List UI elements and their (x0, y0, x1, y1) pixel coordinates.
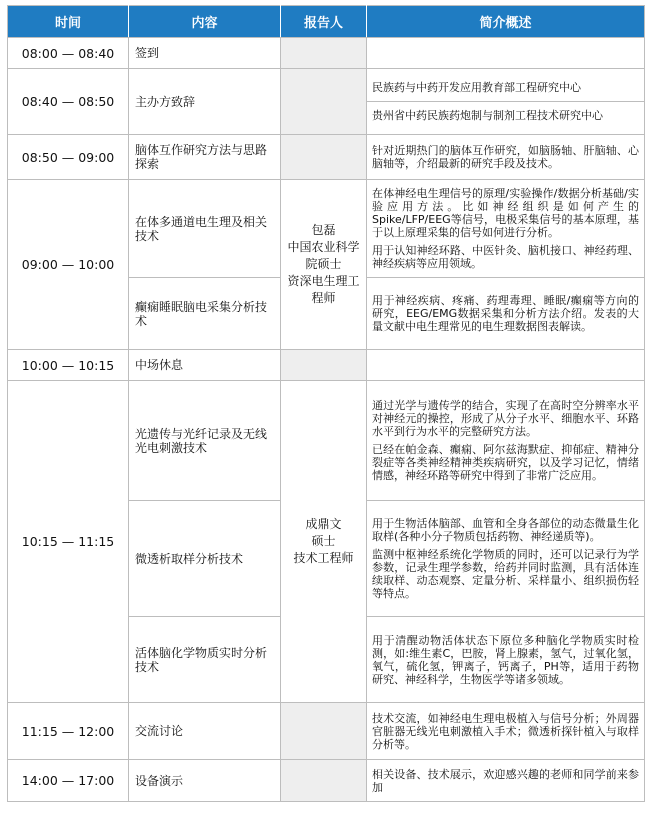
table-row (8, 350, 645, 381)
table-row (8, 760, 645, 802)
speaker-cell (281, 180, 367, 350)
speaker-title: 资深电生理工程师 (287, 274, 360, 305)
time-cell: 10:00 — 10:15 (8, 350, 129, 381)
time-cell: 09:00 — 10:00 (8, 180, 129, 350)
header-time: 时间 (8, 6, 129, 38)
content-cell: 交流讨论 (129, 703, 281, 760)
summary-cell: 用于生物活体脑部、血管和全身各部位的动态微量生化取样(各种小分子物质包括药物、神经递质等)。 监测中枢神经系统化学物质的同时，还可以记录行为学参数，记录生理学参数，给药并同时监测，具有活体连续取样、动态观察、定量分析、采样量小、组织损伤轻等特点。 (367, 501, 645, 617)
content-cell: 光遗传与光纤记录及无线光电刺激技术 (129, 381, 281, 501)
content-cell: 在体多通道电生理及相关技术 (129, 180, 281, 278)
speaker-name: 成鼎文 (305, 517, 342, 531)
summary-cell (367, 38, 645, 69)
time-cell: 08:50 — 09:00 (8, 135, 129, 180)
header-summary: 简介概述 (367, 6, 645, 38)
speaker-cell (281, 135, 367, 180)
speaker-cell (281, 69, 367, 135)
time-cell: 14:00 — 17:00 (8, 760, 129, 802)
content-cell: 中场休息 (129, 350, 281, 381)
speaker-cell (281, 350, 367, 381)
summary-cell: 用于清醒动物活体状态下原位多种脑化学物质实时检测，如:维生素C，巴胺，肾上腺素，氢气，过氧化氢，氧气，硫化氢，钾离子，钙离子，PH等，适用于药物研究、神经科学，生物医学等诸多领域。 (367, 617, 645, 703)
speaker-title: 技术工程师 (293, 551, 354, 565)
table-row (8, 381, 645, 501)
summary-cell: 在体神经电生理信号的原理/实验操作/数据分析基础/实验应用方法。比如神经组织是如何产生的Spike/LFP/EEG等信号，电极采集信号的基本原理，基于以上原理采集的信号如何进行分析。 用于认知神经环路、中医针灸、脑机接口、神经药理、神经疾病等应用领域。 (367, 180, 645, 278)
time-cell: 11:15 — 12:00 (8, 703, 129, 760)
speaker-degree: 中国农业科学院硕士 (287, 240, 360, 271)
speaker-cell (281, 38, 367, 69)
speaker-degree: 硕士 (311, 534, 336, 548)
table-row (8, 69, 645, 135)
summary-cell (367, 350, 645, 381)
header-speaker: 报告人 (281, 6, 367, 38)
speaker-cell (281, 760, 367, 802)
summary-cell: 通过光学与遗传学的结合，实现了在高时空分辨率水平对神经元的操控，形成了从分子水平、细胞水平、环路水平到行为水平的完整研究方法。 已经在帕金森、癫痫、阿尔兹海默症、抑郁症、精神分裂症等各类神经精神类疾病研究，以及学习记忆，情绪情感，神经环路等研究中得到了非常广泛应用。 (367, 381, 645, 501)
header-content: 内容 (129, 6, 281, 38)
schedule-table (7, 5, 645, 802)
summary-cell: 技术交流，如神经电生理电极植入与信号分析；外周器官脏器无线光电刺激植入手术；微透析探针植入与取样分析等。 (367, 703, 645, 760)
speaker-cell (281, 381, 367, 703)
content-cell: 微透析取样分析技术 (129, 501, 281, 617)
summary-cell: 针对近期热门的脑体互作研究，如脑肠轴、肝脑轴、心脑轴等，介绍最新的研究手段及技术。 (367, 135, 645, 180)
organizer-1: 民族药与中药开发应用教育部工程研究中心 (372, 81, 581, 94)
table-row (8, 180, 645, 278)
content-cell: 设备演示 (129, 760, 281, 802)
summary-cell (367, 69, 645, 135)
time-cell: 10:15 — 11:15 (8, 381, 129, 703)
content-cell: 签到 (129, 38, 281, 69)
summary-cell: 用于神经疾病、疼痛、药理毒理、睡眠/癫痫等方向的研究，EEG/EMG数据采集和分析方法介绍。发表的大量文献中电生理常见的电生理数据图表解读。 (367, 278, 645, 350)
content-cell: 脑体互作研究方法与思路探索 (129, 135, 281, 180)
organizer-2: 贵州省中药民族药炮制与制剂工程技术研究中心 (367, 101, 644, 129)
table-row (8, 135, 645, 180)
time-cell: 08:40 — 08:50 (8, 69, 129, 135)
speaker-cell (281, 703, 367, 760)
header-row (8, 6, 645, 38)
content-cell: 主办方致辞 (129, 69, 281, 135)
table-row (8, 703, 645, 760)
time-cell: 08:00 — 08:40 (8, 38, 129, 69)
content-cell: 活体脑化学物质实时分析技术 (129, 617, 281, 703)
speaker-name: 包磊 (311, 223, 336, 237)
content-cell: 癫痫睡眠脑电采集分析技术 (129, 278, 281, 350)
summary-cell: 相关设备、技术展示，欢迎感兴趣的老师和同学前来参加 (367, 760, 645, 802)
table-row (8, 38, 645, 69)
